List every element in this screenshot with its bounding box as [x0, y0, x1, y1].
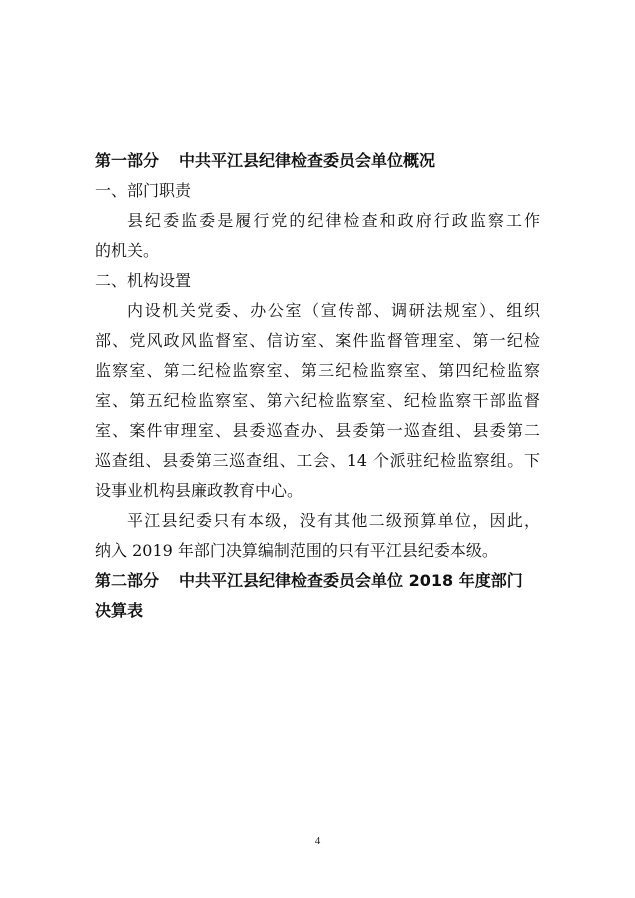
- budget-paragraph-line: 纳入 2019 年部门决算编制范围的只有平江县纪委本级。: [95, 541, 498, 560]
- part2-heading: [95, 566, 540, 596]
- section2-paragraph-line: 监察室、第二纪检监察室、第三纪检监察室、第四纪检监察: [95, 361, 540, 380]
- part2-heading-continuation: 决算表: [95, 601, 144, 620]
- page-number: 4: [314, 835, 321, 847]
- section1-heading: 一、部门职责: [95, 181, 192, 200]
- section2-paragraph-line: 内设机关党委、办公室（宣传部、调研法规室）、组织: [127, 301, 540, 320]
- part2-heading-label: 第二部分: [95, 571, 160, 590]
- section2-paragraph-line: 巡查组、县委第三巡查组、工会、14 个派驻纪检监察组。下: [95, 451, 540, 470]
- part2-heading-title: 中共平江县纪律检查委员会单位 2018 年度部门: [179, 571, 523, 590]
- part1-heading-title: 中共平江县纪律检查委员会单位概况: [179, 151, 436, 170]
- section2-paragraph-line: 室、案件审理室、县委巡查办、县委第一巡查组、县委第二: [95, 421, 540, 440]
- part1-heading: [95, 146, 540, 176]
- part1-heading-label: 第一部分: [95, 151, 160, 170]
- section2-paragraph-line: 室、第五纪检监察室、第六纪检监察室、纪检监察干部监督: [95, 391, 540, 410]
- document-body: [95, 146, 540, 626]
- section2-paragraph-line: 设事业机构县廉政教育中心。: [95, 481, 304, 500]
- section2-heading: 二、机构设置: [95, 271, 192, 290]
- budget-paragraph-line: 平江县纪委只有本级，没有其他二级预算单位，因此，: [127, 511, 540, 530]
- section1-paragraph-line: 县纪委监委是履行党的纪律检查和政府行政监察工作: [127, 211, 540, 230]
- section2-paragraph-line: 部、党风政风监督室、信访室、案件监督管理室、第一纪检: [95, 331, 540, 350]
- section1-paragraph-line: 的机关。: [95, 241, 160, 260]
